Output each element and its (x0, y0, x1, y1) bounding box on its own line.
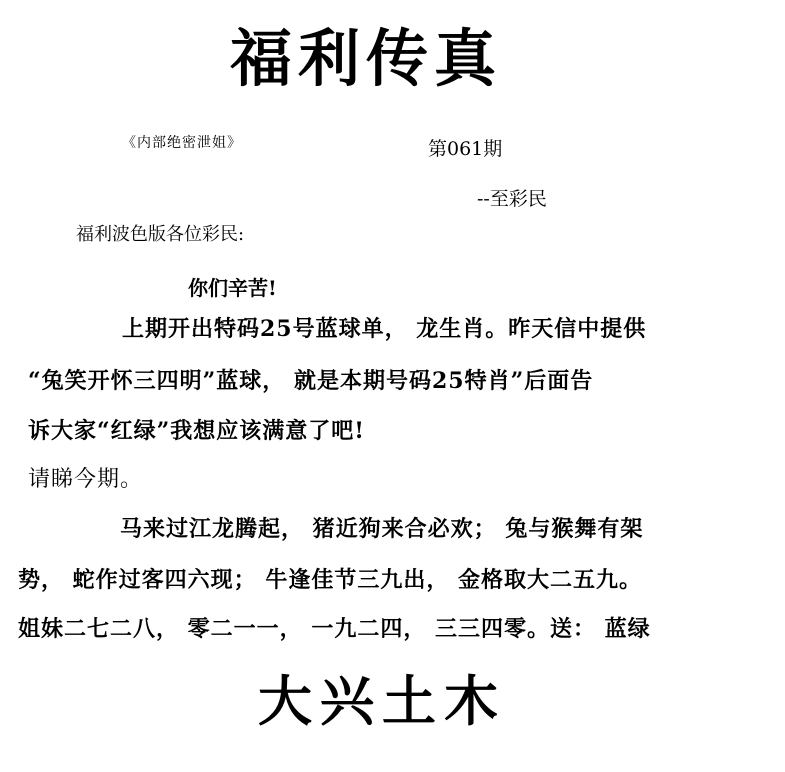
greeting: 你们辛苦! (188, 276, 277, 300)
issue-number: 第061期 (428, 138, 503, 160)
letter-line: 姐妹二七二八， 零二一一， 一九二四， 三三四零。送： 蓝绿 (18, 616, 651, 642)
letter-line: 势， 蛇作过客四六现； 牛逢佳节三九出， 金格取大二五九。 (18, 567, 642, 593)
letter-line: 马来过江龙腾起， 猪近狗来合必欢； 兔与猴舞有架 (120, 516, 644, 542)
letter-line: “兔笑开怀三四明”蓝球， 就是本期号码25特肖”后面告 (28, 368, 594, 394)
letter-line: 上期开出特码25号蓝球单， 龙生肖。昨天信中提供 (122, 316, 647, 342)
letter-line: 请睇今期。 (28, 467, 144, 492)
document-title: 福利传真 (230, 22, 503, 95)
salutation: 福利波色版各位彩民: (76, 224, 245, 245)
letter-line: 诉大家“红绿”我想应该满意了吧! (28, 418, 365, 444)
signature-line: --至彩民 (477, 188, 547, 210)
tagline: 《内部绝密泄姐》 (122, 135, 242, 151)
footer-phrase: 大兴土木 (258, 669, 506, 733)
